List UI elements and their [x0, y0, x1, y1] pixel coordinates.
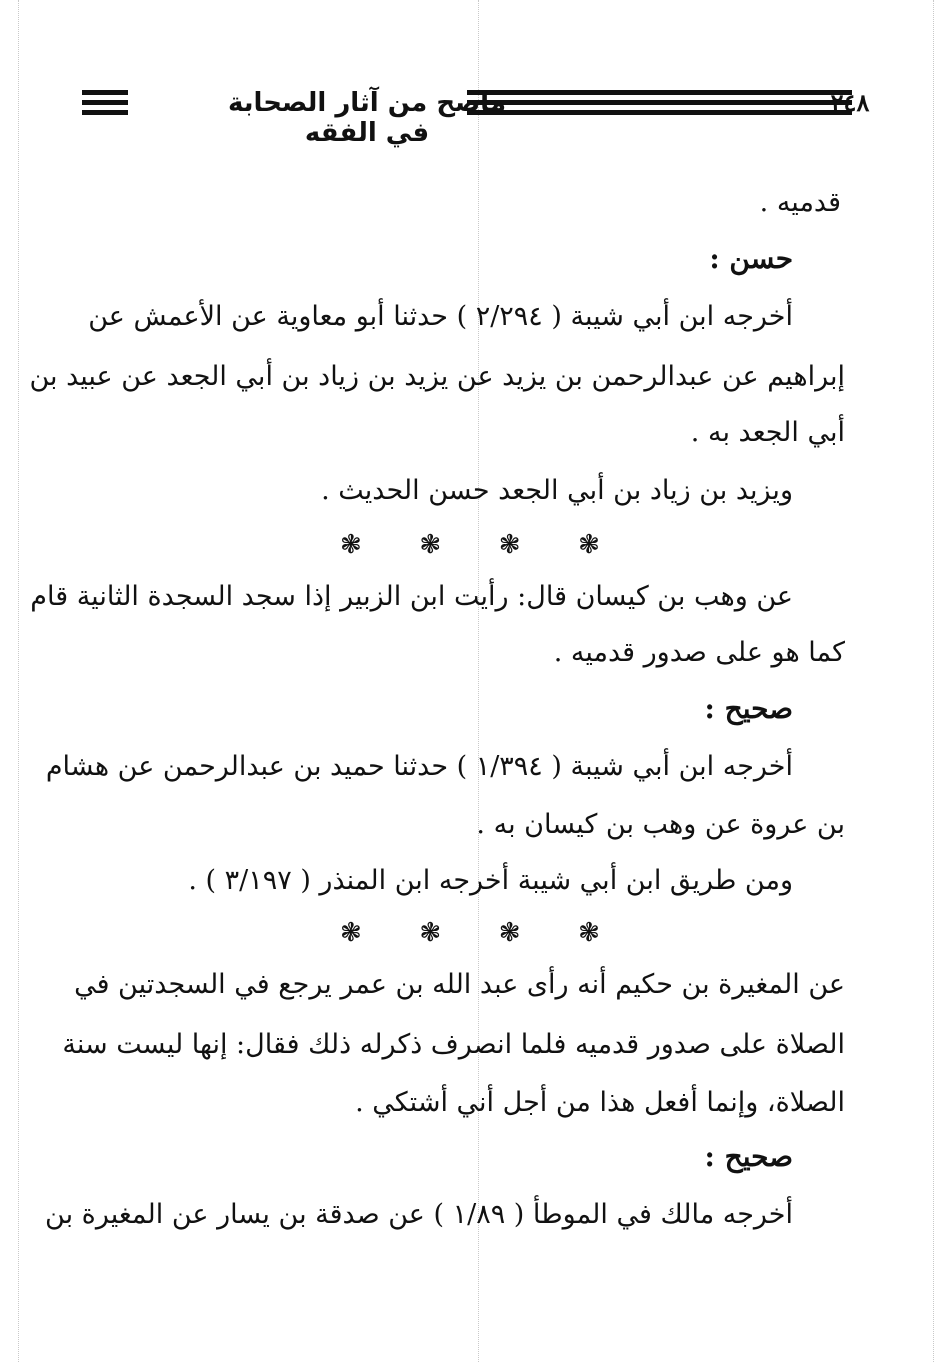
grading-heading: صحيح :: [704, 1140, 793, 1173]
grading-heading: صحيح :: [704, 692, 793, 725]
text-line: الصلاة، وإنما أفعل هذا من أجل أني أشتكي .: [355, 1087, 845, 1118]
page-number: ٢٤٨: [830, 88, 870, 117]
grading-heading: حسن :: [709, 242, 793, 275]
star-ornament-icon: ❃: [498, 918, 521, 948]
star-ornament-icon: ❃: [340, 530, 362, 560]
text-line: أخرجه مالك في الموطأ ( ١/٨٩ ) عن صدقة بن يسار عن المغيرة بن: [45, 1199, 793, 1230]
text-line: أخرجه ابن أبي شيبة ( ٢/٢٩٤ ) حدثنا أبو معاوية عن الأعمش عن: [88, 301, 793, 332]
scan-artifact-line: [18, 0, 19, 1362]
text-line: عن المغيرة بن حكيم أنه رأى عبد الله بن عمر يرجع في السجدتين في: [74, 969, 845, 1000]
star-ornament-icon: ❃: [340, 918, 362, 948]
text-line: أبي الجعد به .: [690, 417, 845, 448]
section-separator: [340, 530, 600, 560]
star-ornament-icon: ❃: [578, 530, 600, 560]
star-ornament-icon: ❃: [419, 530, 442, 560]
text-line: ويزيد بن زياد بن أبي الجعد حسن الحديث .: [321, 475, 793, 506]
text-line: عن وهب بن كيسان قال: رأيت ابن الزبير إذا سجد السجدة الثانية قام: [30, 581, 793, 612]
running-header: [82, 82, 870, 148]
star-ornament-icon: ❃: [419, 918, 442, 948]
header-rule-left: [82, 90, 128, 120]
running-title: ماصح من آثار الصحابة في الفقه: [227, 88, 507, 148]
section-separator: [340, 918, 600, 948]
scan-artifact-line: [933, 0, 934, 1362]
text-line: إبراهيم عن عبدالرحمن بن يزيد عن يزيد بن زياد بن أبي الجعد عن عبيد بن: [29, 361, 845, 392]
star-ornament-icon: ❃: [498, 530, 521, 560]
text-line: أخرجه ابن أبي شيبة ( ١/٣٩٤ ) حدثنا حميد بن عبدالرحمن عن هشام: [45, 751, 793, 782]
scan-artifact-line: [478, 0, 479, 1362]
text-line: الصلاة على صدور قدميه فلما انصرف ذكرله ذلك فقال: إنها ليست سنة: [62, 1029, 845, 1060]
text-line: بن عروة عن وهب بن كيسان به .: [476, 809, 845, 840]
text-line: ومن طريق ابن أبي شيبة أخرجه ابن المنذر ( ٣/١٩٧ ) .: [188, 865, 793, 896]
text-line: قدميه .: [759, 187, 841, 218]
star-ornament-icon: ❃: [578, 918, 600, 948]
text-line: كما هو على صدور قدميه .: [553, 637, 845, 668]
